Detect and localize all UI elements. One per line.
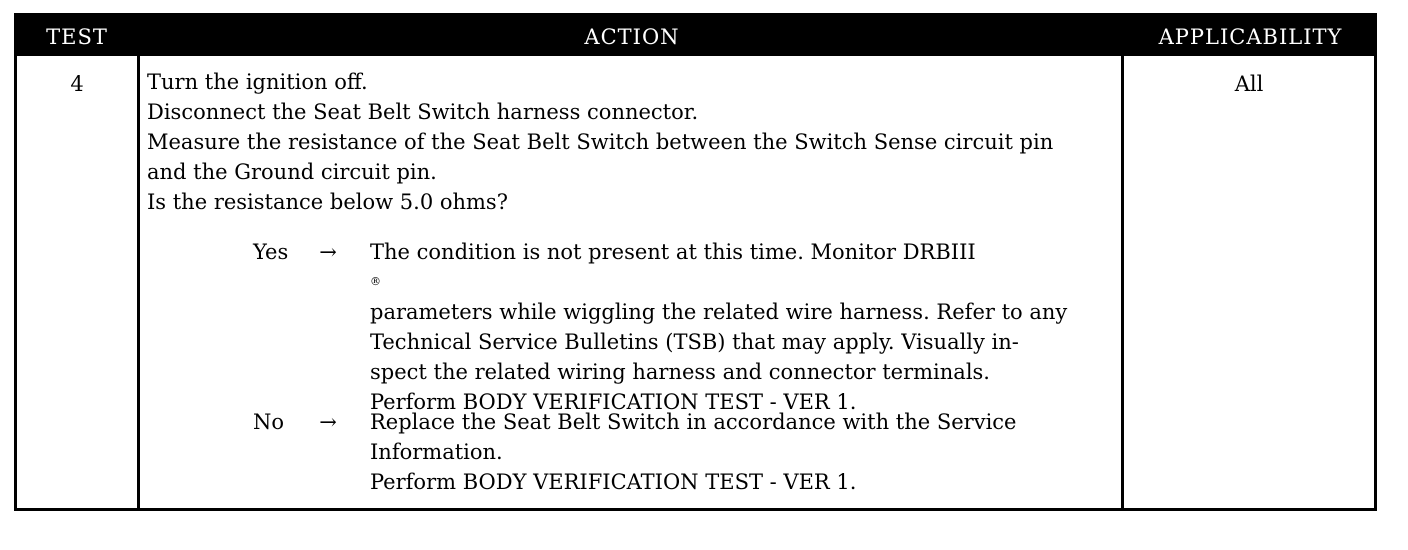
column-divider (1121, 56, 1124, 508)
yes-line (370, 237, 1116, 297)
yes-line: spect the related wiring harness and connector terminals. (370, 360, 990, 384)
yes-line: Perform BODY VERIFICATION TEST - VER 1. (370, 390, 857, 414)
column-divider (137, 56, 140, 508)
action-step: and the Ground circuit pin. (147, 160, 437, 184)
diagnostic-test-table (14, 13, 1377, 511)
action-step: Disconnect the Seat Belt Switch harness connector. (147, 100, 699, 124)
yes-text (370, 237, 1116, 417)
action-step: Measure the resistance of the Seat Belt Switch between the Switch Sense circuit pin (147, 130, 1054, 154)
no-line: Replace the Seat Belt Switch in accordance with the Service (370, 410, 1017, 434)
no-text (370, 407, 1116, 497)
yes-label: Yes (253, 240, 289, 264)
no-line: Information. (370, 440, 503, 464)
table-header (17, 16, 1374, 56)
action-step: Is the resistance below 5.0 ohms? (147, 190, 508, 214)
action-cell (147, 67, 1115, 494)
header-test: TEST (46, 25, 108, 49)
arrow-icon: → (319, 410, 337, 434)
applicability-value: All (1234, 72, 1264, 96)
yes-line-text: The condition is not present at this time. Monitor DRBIII (370, 240, 976, 264)
action-step: Turn the ignition off. (147, 70, 368, 94)
header-action: ACTION (584, 25, 680, 49)
header-applicability: APPLICABILITY (1158, 25, 1343, 49)
arrow-icon: → (319, 240, 337, 264)
yes-line: parameters while wiggling the related wire harness. Refer to any (370, 300, 1068, 324)
registered-mark: ® (370, 275, 381, 288)
yes-line: Technical Service Bulletins (TSB) that may apply. Visually in- (370, 330, 1019, 354)
no-label: No (253, 410, 285, 434)
no-line: Perform BODY VERIFICATION TEST - VER 1. (370, 470, 857, 494)
test-number: 4 (70, 72, 84, 96)
